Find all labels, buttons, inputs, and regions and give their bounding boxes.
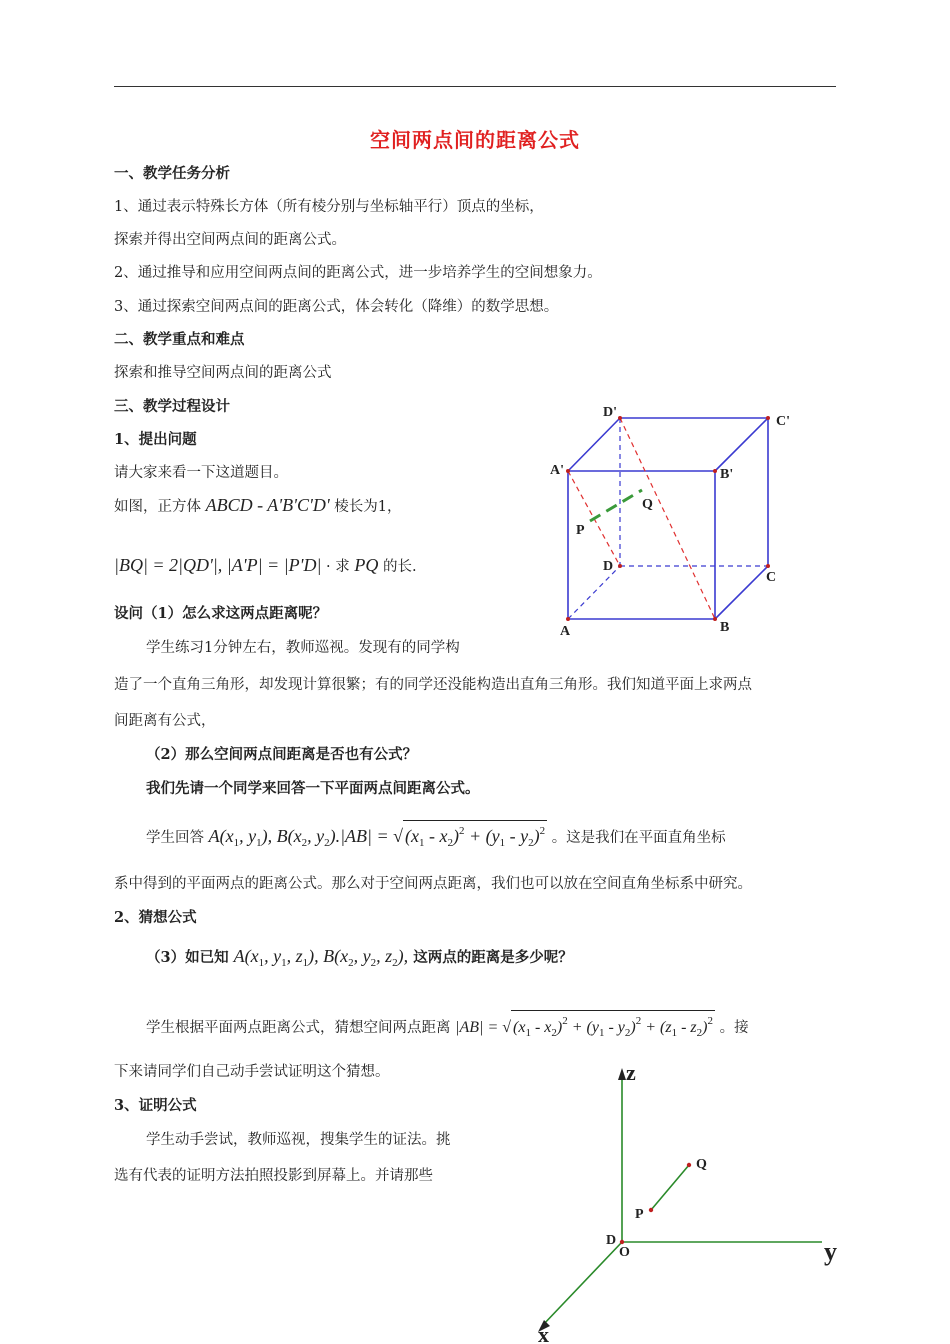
condition-math: |BQ| = 2|QD'|, |A'P| = |P'D| — [114, 555, 322, 575]
practice-c: 间距离有公式， — [114, 713, 216, 729]
label-a1: A' — [550, 463, 564, 478]
q3-suffix: 这两点的距离是多少呢？ — [413, 949, 573, 966]
condition-ask: 求 — [335, 559, 350, 575]
label-b1: B' — [720, 467, 734, 482]
label-b: B — [720, 620, 730, 635]
guess-suffix: 。接 — [719, 1020, 749, 1036]
label-q: Q — [696, 1157, 707, 1172]
answer-b: 系中得到的平面两点的距离公式。那么对于空间两点距离，我们也可以放在空间直角坐标系中研究。 — [114, 876, 752, 892]
point-b1 — [713, 469, 717, 473]
s1-item1b: 探索并得出空间两点间的距离公式。 — [114, 232, 346, 248]
edge-b1c1 — [715, 418, 768, 471]
question-3-line — [146, 946, 573, 973]
section-2-heading: 二、教学重点和难点 — [114, 331, 245, 348]
axes-diagram — [520, 1060, 850, 1344]
question-2-bold: 我们先请一个同学来回答一下平面两点间距离公式。 — [146, 780, 480, 797]
space-points-math: $A(x_1$, $y_1$, $z_1$), $B(x_2$, $y_2$, $z_2$), — [233, 946, 409, 969]
point-d — [618, 564, 622, 568]
label-y: y — [824, 1237, 837, 1266]
question-1: 设问（1）怎么求这两点距离呢？ — [114, 605, 328, 622]
cube-diagram — [540, 396, 800, 646]
header-rule — [114, 86, 836, 87]
section-3-heading: 三、教学过程设计 — [114, 398, 230, 415]
point-origin — [620, 1240, 624, 1244]
page-title: 空间两点间的距离公式 — [370, 128, 580, 152]
problem-line — [114, 495, 402, 517]
answer-line — [146, 820, 726, 853]
label-c1: C' — [776, 414, 790, 429]
point-d1 — [618, 416, 622, 420]
practice-b: 造了一个直角三角形，却发现计算很繁；有的同学还没能构造出直角三角形。我们知道平面上求两点 — [114, 677, 752, 693]
diagonal-d1b — [620, 418, 715, 619]
s2-text: 探索和推导空间两点间的距离公式 — [114, 365, 332, 381]
edge-bc — [715, 566, 768, 619]
label-d: D — [606, 1233, 617, 1248]
label-a: A — [560, 624, 571, 639]
answer-prefix: 学生回答 — [146, 830, 204, 846]
point-p — [649, 1208, 653, 1212]
cube-name-math: ABCD - A'B'C'D' — [205, 495, 330, 515]
problem-prefix: 如图，正方体 — [114, 499, 201, 515]
proof-b: 选有代表的证明方法拍照投影到屏幕上。并请那些 — [114, 1168, 433, 1184]
sub2-heading: 2、猜想公式 — [114, 909, 197, 926]
condition-dot: · — [326, 559, 331, 575]
segment-pq — [651, 1165, 689, 1210]
sub3-heading: 3、证明公式 — [114, 1097, 197, 1114]
label-p: P — [635, 1207, 644, 1222]
point-a — [566, 617, 570, 621]
label-q: Q — [642, 497, 653, 512]
s1-item2: 2、通过推导和应用空间两点间的距离公式，进一步培养学生的空间想象力。 — [114, 265, 602, 281]
label-p: P — [576, 523, 585, 538]
condition-line — [114, 555, 417, 577]
label-o: O — [619, 1245, 630, 1260]
q3-prefix: （3）如已知 — [146, 949, 229, 966]
intro-text: 请大家来看一下这道题目。 — [114, 465, 288, 481]
point-b — [713, 617, 717, 621]
condition-pq: PQ — [354, 555, 379, 575]
guess-prefix: 学生根据平面两点距离公式，猜想空间两点距离 — [146, 1020, 451, 1036]
x-axis — [542, 1242, 622, 1326]
point-c — [766, 564, 770, 568]
label-d: D — [603, 559, 614, 574]
plane-distance-formula: $A(x_1$, $y_1$), $B(x_2$, $y_2).|AB|$ = √ $(x_1 - x_2)^2 + (y_1 - y_2)^2$ — [209, 826, 547, 846]
label-z: z — [626, 1060, 636, 1085]
condition-end: 的长. — [382, 559, 417, 575]
edge-a1d1 — [568, 418, 620, 471]
label-d1: D' — [603, 405, 617, 420]
label-x: x — [538, 1322, 549, 1344]
point-c1 — [766, 416, 770, 420]
sub1-heading: 1、提出问题 — [114, 431, 197, 448]
s1-item1a: 1、通过表示特殊长方体（所有棱分别与坐标轴平行）顶点的坐标， — [114, 199, 544, 215]
s1-item3: 3、通过探索空间两点间的距离公式，体会转化（降维）的数学思想。 — [114, 299, 559, 315]
proof-a: 学生动手尝试，教师巡视，搜集学生的证法。挑 — [146, 1132, 451, 1148]
space-distance-formula: |AB| = √ $(x_1 - x_2)^2 + (y_1 - y_2)^2 + (z_1 - z_2)^2$ — [455, 1019, 715, 1036]
section-1-heading: 一、教学任务分析 — [114, 165, 230, 182]
segment-pq — [590, 490, 642, 521]
problem-suffix: 棱长为1， — [334, 499, 402, 515]
label-c: C — [766, 570, 777, 585]
guess-line — [146, 1010, 749, 1043]
z-arrow-icon — [618, 1068, 626, 1080]
point-a1 — [566, 469, 570, 473]
question-2: （2）那么空间两点间距离是否也有公式？ — [146, 746, 418, 763]
point-q — [687, 1163, 691, 1167]
answer-suffix: 。这是我们在平面直角坐标 — [551, 830, 726, 846]
guess-b: 下来请同学们自己动手尝试证明这个猜想。 — [114, 1064, 390, 1080]
practice-a: 学生练习1分钟左右，教师巡视。发现有的同学构 — [146, 640, 460, 656]
